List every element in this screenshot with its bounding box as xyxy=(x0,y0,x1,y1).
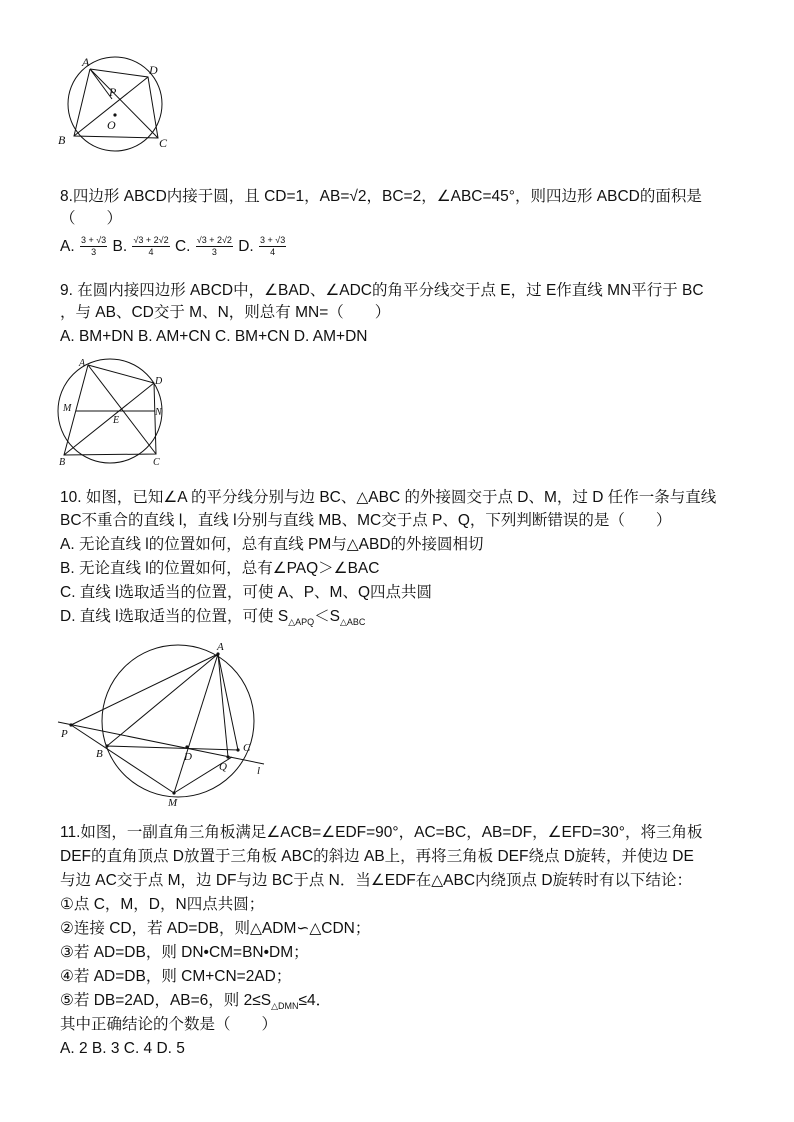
label-o: O xyxy=(107,118,116,132)
q11-conclusion-2: ②连接 CD，若 AD=DB，则△ADM∽△CDN； xyxy=(60,920,371,937)
label-l: l xyxy=(257,765,261,777)
q9-options: A. BM+DN B. AM+CN C. BM+CN D. AM+DN xyxy=(60,328,368,345)
line-am xyxy=(174,654,218,793)
q10-option-a: A. 无论直线 l的位置如何，总有直线 PM与△ABD的外接圆相切 xyxy=(60,536,484,553)
q8-opt-a-frac: $\frac{3 + √3}{3}$ xyxy=(80,235,107,258)
q11-question: 其中正确结论的个数是（ ） xyxy=(60,1016,278,1033)
label-c: C xyxy=(243,742,251,754)
figure-circle-abcd-p-o xyxy=(52,56,182,156)
q10-stem-line1: 10. 如图，已知∠A 的平分线分别与边 BC、△ABC 的外接圆交于点 D、M，过 D 任作一条与直线 xyxy=(60,489,717,506)
q8-opt-a-label: A. xyxy=(60,238,75,255)
q11-conclusion-3: ③若 AD=DB，则 DN•CM=BN•DM； xyxy=(60,944,309,961)
q8-stem-line2: （ ） xyxy=(60,210,123,227)
figure-circle-mn-e xyxy=(52,356,177,468)
label-m: M xyxy=(168,797,178,809)
line-ac xyxy=(88,365,156,454)
label-a: A xyxy=(217,641,224,653)
label-d: D xyxy=(149,63,158,77)
label-b: B xyxy=(58,133,66,147)
q11-conclusion-1: ①点 C，M，D，N四点共圆； xyxy=(60,896,265,913)
label-m: M xyxy=(63,403,72,414)
label-b: B xyxy=(96,748,103,760)
label-d: D xyxy=(155,376,163,387)
q9-stem-line2: ，与 AB、CD交于 M、N，则总有 MN=（ ） xyxy=(60,304,391,321)
circumcircle xyxy=(102,645,254,797)
q11-conclusion-5: ⑤若 DB=2AD，AB=6，则 $2\le S_{\triangle DMN}\le 4$． xyxy=(60,992,332,1012)
label-b: B xyxy=(59,457,66,468)
q10-option-d: D. 直线 l选取适当的位置，可使 $S_{\triangle APQ}<S_{\triangle ABC}$ xyxy=(60,608,366,628)
label-c: C xyxy=(159,136,168,150)
q11-conclusion-4: ④若 AD=DB，则 CM+CN=2AD； xyxy=(60,968,292,985)
line-aq xyxy=(218,654,228,757)
q10-stem-line2: BC不重合的直线 l，直线 l分别与直线 MB、MC交于点 P、Q，下列判断错误的是（ ） xyxy=(60,512,672,529)
label-p: P xyxy=(109,85,117,99)
q11-stem-line3: 与边 AC交于点 M，边 DF与边 BC于点 N．当∠EDF在△ABC内绕顶点 D旋转时有以下结论： xyxy=(60,872,693,889)
label-e: E xyxy=(113,415,120,426)
q11-options: A. 2 B. 3 C. 4 D. 5 xyxy=(60,1040,185,1057)
center-dot xyxy=(113,113,116,116)
q8-opt-d-label: D. xyxy=(238,238,254,255)
label-a: A xyxy=(82,56,90,69)
label-a: A xyxy=(79,358,86,369)
q8-opt-c-frac: $\frac{√3 + 2√2}{3}$ xyxy=(196,235,232,258)
q8-opt-b-label: B. xyxy=(112,238,128,255)
q8-opt-c-label: C. xyxy=(174,238,191,255)
q11-stem-line1: 11.如图，一副直角三角板满足∠ACB=∠EDF=90°，AC=BC，AB=DF，∠EFD=30°，将三角板 xyxy=(60,824,703,841)
q10-option-c: C. 直线 l选取适当的位置，可使 A、P、M、Q四点共圆 xyxy=(60,584,433,601)
line-bd xyxy=(64,383,154,455)
quad-abcd xyxy=(64,365,156,455)
label-d: D xyxy=(184,751,192,763)
q8-opt-b-frac: $\frac{√3 + 2√2}{4}$ xyxy=(133,235,169,258)
q8-options xyxy=(60,233,287,261)
figure-triangle-circumcircle xyxy=(52,636,272,811)
label-q: Q xyxy=(219,761,227,773)
q9-stem-line1: 9. 在圆内接四边形 ABCD中，∠BAD、∠ADC的角平分线交于点 E，过 E作直线 MN平行于 BC xyxy=(60,282,704,299)
q8-opt-d-frac: $\frac{3 + √3}{4}$ xyxy=(260,235,286,258)
q11-stem-line2: DEF的直角顶点 D放置于三角板 ABC的斜边 AB上，再将三角板 DEF绕点 D旋转，并使边 DE xyxy=(60,848,694,865)
q10-option-b: B. 无论直线 l的位置如何，总有∠PAQ＞∠BAC xyxy=(60,560,380,577)
q8-stem-line1: 8.四边形 ABCD内接于圆，且 CD=1，AB=√2，BC=2，∠ABC=45°，则四边形 ABCD的面积是 xyxy=(60,188,702,205)
line-ac xyxy=(90,69,158,138)
label-p: P xyxy=(61,728,68,740)
label-n: N xyxy=(155,407,162,418)
label-c: C xyxy=(153,457,160,468)
